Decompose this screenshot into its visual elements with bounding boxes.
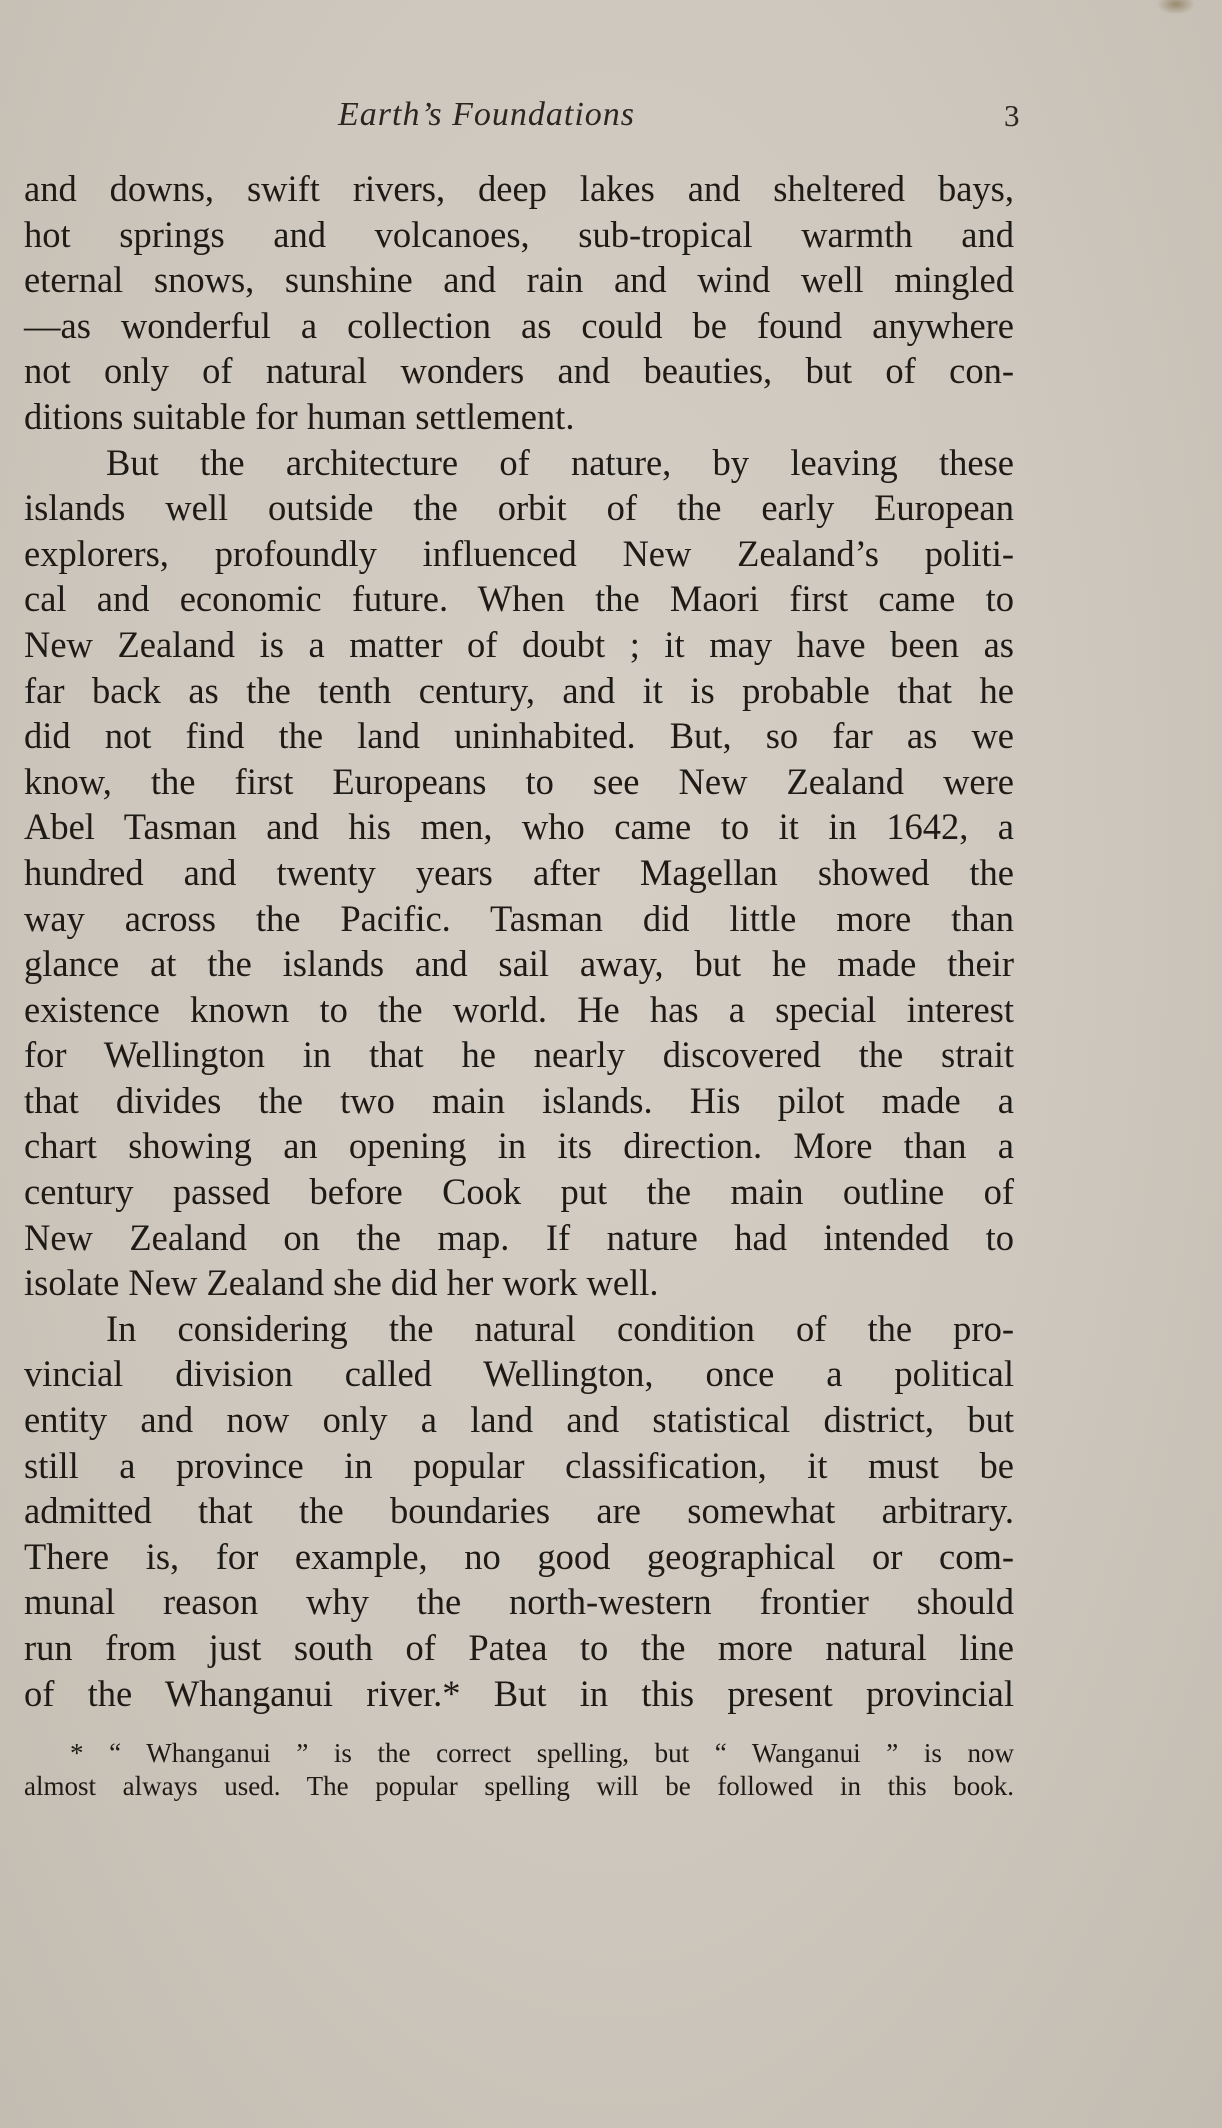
text-line: In considering the natural condition of the pro-: [106, 1307, 1014, 1349]
paragraph-2: [24, 440, 1014, 1306]
text-line: did not find the land uninhabited. But, so far as we: [24, 715, 1014, 757]
text-line: of the Whanganui river.* But in this present provincial: [24, 1672, 1014, 1714]
text-line: not only of natural wonders and beauties, but of con-: [24, 350, 1014, 392]
text-line: munal reason why the north-western frontier should: [24, 1581, 1014, 1623]
text-line: run from just south of Patea to the more natural line: [24, 1627, 1014, 1668]
paragraph-1: [24, 166, 1014, 440]
page-number: 3: [1004, 98, 1020, 133]
text-line: way across the Pacific. Tasman did little more than: [24, 897, 1014, 939]
text-line: cal and economic future. When the Maori first came to: [24, 578, 1014, 620]
text-line: that divides the two main islands. His pilot made a: [24, 1079, 1014, 1121]
text-line: chart showing an opening in its direction. More than a: [24, 1125, 1014, 1167]
text-line: isolate New Zealand she did her work well.: [24, 1262, 659, 1304]
text-line: entity and now only a land and statistical district, but: [24, 1399, 1014, 1441]
text-line: eternal snows, sunshine and rain and wind well mingled: [24, 259, 1014, 301]
paragraph-3: [24, 1306, 1014, 1716]
text-line: know, the first Europeans to see New Zealand were: [24, 760, 1014, 802]
text-line: New Zealand on the map. If nature had intended to: [24, 1216, 1014, 1258]
text-line: ditions suitable for human settlement.: [24, 395, 575, 437]
body-text: [24, 166, 1014, 1716]
text-line: for Wellington in that he nearly discovered the strait: [24, 1034, 1014, 1076]
footnote-line: almost always used. The popular spelling will be followed in this book.: [24, 1771, 1014, 1801]
text-line: existence known to the world. He has a special interest: [24, 988, 1014, 1030]
text-line: islands well outside the orbit of the early European: [24, 487, 1014, 529]
text-line: Abel Tasman and his men, who came to it in 1642, a: [24, 806, 1014, 848]
footnote: [24, 1737, 1014, 1803]
text-line: far back as the tenth century, and it is probable that he: [24, 669, 1014, 711]
text-line: vincial division called Wellington, once a political: [24, 1353, 1014, 1395]
text-line: New Zealand is a matter of doubt ; it may have been as: [24, 623, 1014, 665]
text-line: hot springs and volcanoes, sub-tropical warmth and: [24, 213, 1014, 255]
running-title: Earth’s Foundations: [338, 96, 636, 133]
text-line: glance at the islands and sail away, but he made their: [24, 943, 1014, 985]
text-line: and downs, swift rivers, deep lakes and sheltered bays,: [24, 168, 1014, 209]
text-line: There is, for example, no good geographical or com-: [24, 1535, 1014, 1577]
footnote-line: * “ Whanganui ” is the correct spelling, but “ Wanganui ” is now: [70, 1738, 1014, 1768]
running-head: [0, 96, 1222, 144]
text-line: hundred and twenty years after Magellan showed the: [24, 851, 1014, 893]
text-line: still a province in popular classification, it must be: [24, 1444, 1014, 1486]
text-line: century passed before Cook put the main outline of: [24, 1171, 1014, 1213]
text-line: admitted that the boundaries are somewhat arbitrary.: [24, 1490, 1014, 1532]
text-line: But the architecture of nature, by leaving these: [106, 441, 1014, 483]
text-line: explorers, profoundly influenced New Zealand’s politi-: [24, 532, 1014, 574]
text-line: —as wonderful a collection as could be found anywhere: [24, 304, 1014, 346]
page-corner-stain: [1158, 0, 1194, 14]
